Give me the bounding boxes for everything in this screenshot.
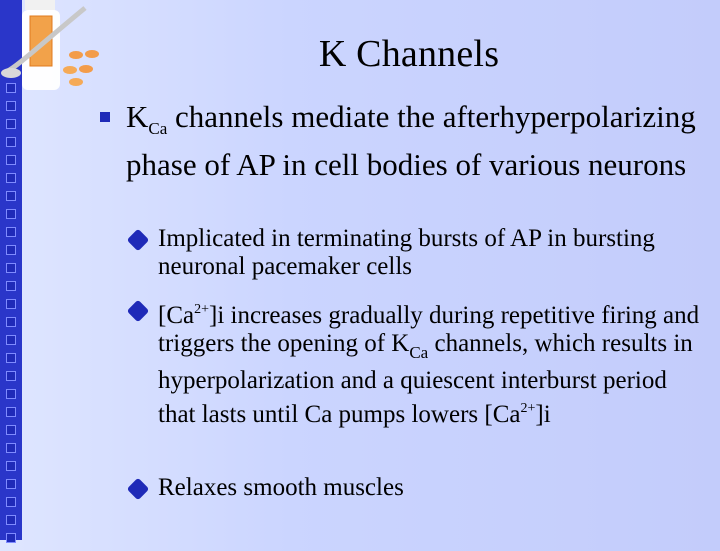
square-bullet-icon	[100, 112, 110, 122]
diamond-bullet-icon	[127, 478, 150, 501]
sub-bullet-1: Implicated in terminating bursts of AP in bursting neuronal pacemaker cells	[128, 225, 708, 281]
diamond-bullet-icon	[127, 229, 150, 252]
sub-bullet-3: Relaxes smooth muscles	[128, 474, 708, 502]
bullet-1: $K_{Ca}$ channels mediate the afterhyperpolarizing phase of AP in cell bodies of various neurons	[100, 99, 700, 183]
slide-title: K Channels	[318, 33, 500, 75]
sub-bullet-2: $[Ca^{2+}]i$ increases gradually during repetitive firing and triggers the opening of $K_{Ca}$ channels, which results in hyperpolarization and a quiescent interburst period that lasts until Ca pumps lowers $[Ca^{2+}]i$	[128, 296, 708, 429]
decorative-square-column	[4, 83, 18, 551]
main-bullet	[100, 99, 700, 183]
diamond-bullet-icon	[127, 300, 150, 323]
